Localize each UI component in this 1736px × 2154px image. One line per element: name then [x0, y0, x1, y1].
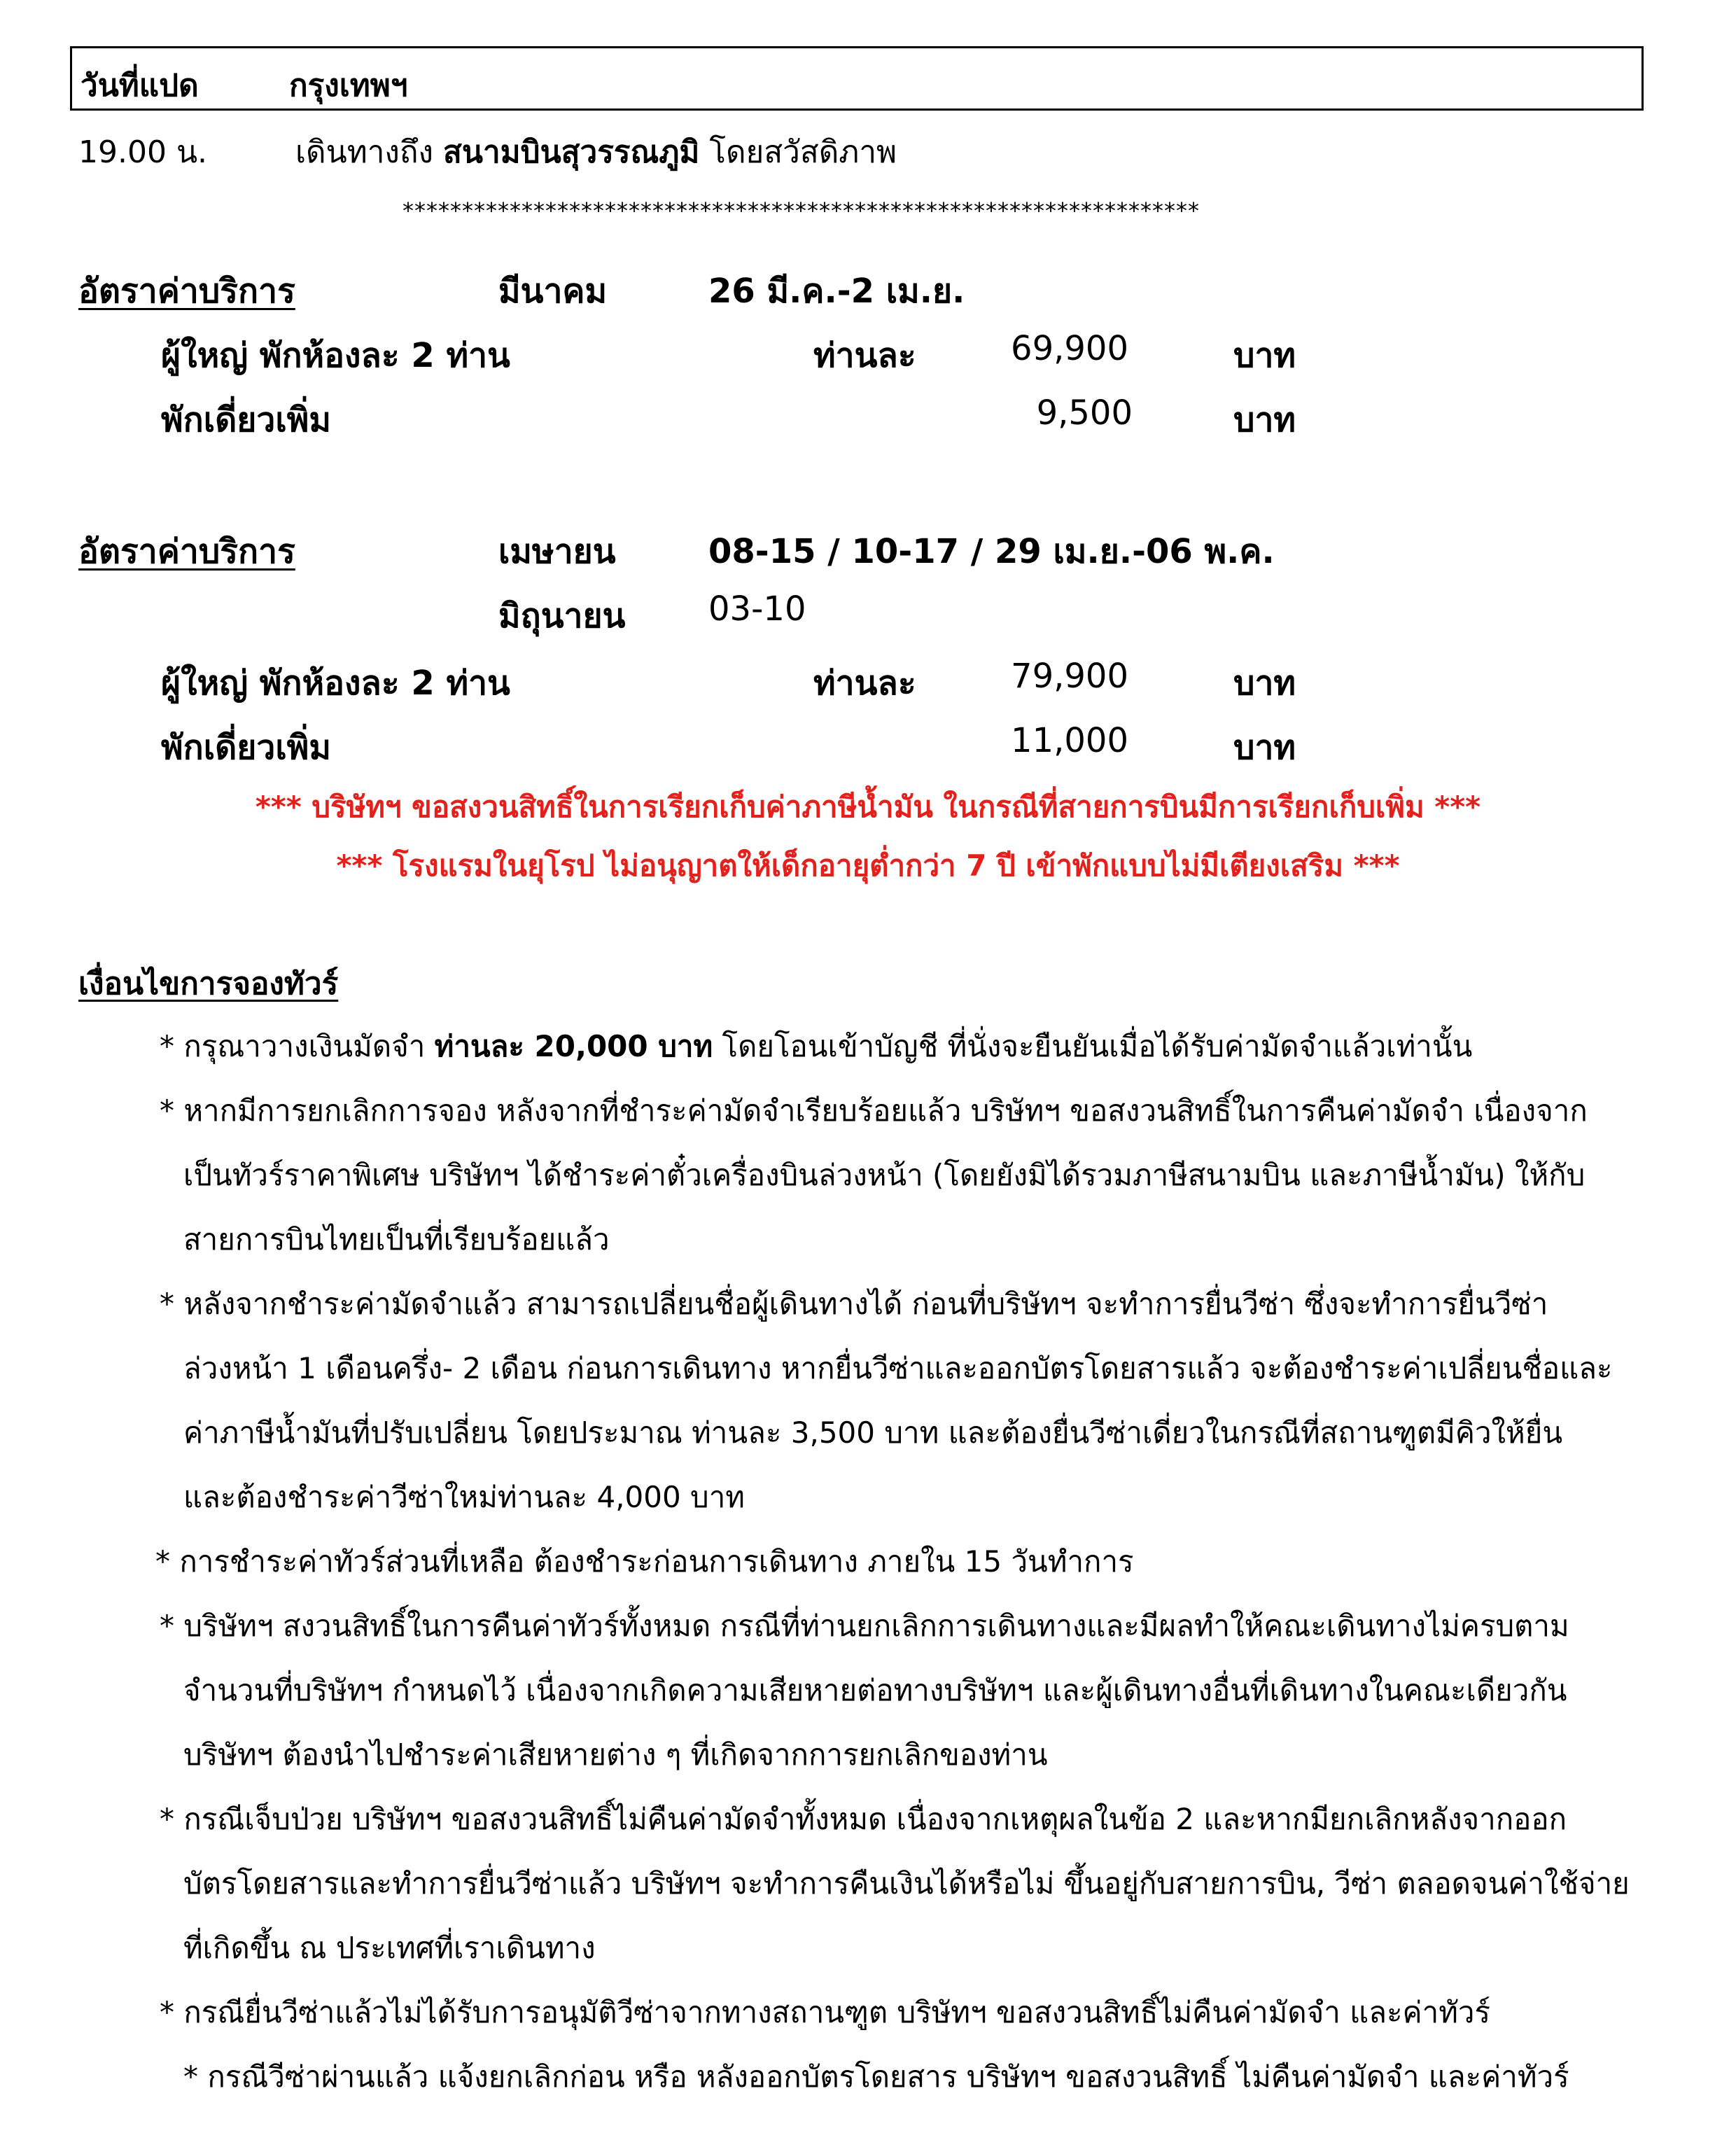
condition-name-change-line-2: ล่วงหน้า 1 เดือนครึ่ง- 2 เดือน ก่อนการเดินทาง หากยื่นวีซ่าและออกบัตรโดยสารแล้ว จะต้องชำระค่าเปลี่ยนชื่อและ	[183, 1351, 1613, 1385]
rate1-per-person: ท่านละ	[813, 336, 916, 375]
arrival-airport: สนามบินสุวรรณภูมิ	[443, 134, 700, 170]
condition-name-change-line-1: * หลังจากชำระค่ามัดจำแล้ว สามารถเปลี่ยนชื่อผู้เดินทางได้ ก่อนที่บริษัทฯ จะทำการยื่นวีซ่า ซึ่งจะทำการยื่นวีซ่า	[160, 1287, 1548, 1321]
arrival-text-before: เดินทางถึง	[295, 134, 434, 170]
rate2-month-1: เมษายน	[498, 532, 616, 571]
rate2-heading: อัตราค่าบริการ	[78, 532, 295, 571]
rate1-adult-price: 69,900	[1011, 329, 1128, 368]
condition-cancel-line-3: สายการบินไทยเป็นที่เรียบร้อยแล้ว	[183, 1222, 610, 1257]
rate1-single-label: พักเดี่ยวเพิ่ม	[161, 400, 332, 440]
rate2-single-price: 11,000	[1011, 721, 1128, 760]
condition-deposit-amount: ท่านละ 20,000 บาท	[434, 1029, 713, 1063]
condition-deposit-pre: * กรุณาวางเงินมัดจำ	[160, 1029, 426, 1063]
arrival-line	[295, 127, 897, 176]
condition-deposit	[160, 1023, 1472, 1070]
rate2-dates-2: 03-10	[708, 589, 806, 629]
condition-balance-payment: * การชำระค่าทัวร์ส่วนที่เหลือ ต้องชำระก่อนการเดินทาง ภายใน 15 วันทำการ	[155, 1544, 1134, 1579]
condition-illness-line-2: บัตรโดยสารและทำการยื่นวีซ่าแล้ว บริษัทฯ จะทำการคืนเงินได้หรือไม่ ขึ้นอยู่กับสายการบิน, วีซ่า ตลอดจนค่าใช้จ่าย	[183, 1866, 1630, 1901]
condition-cancel-line-1: * หากมีการยกเลิกการจอง หลังจากที่ชำระค่ามัดจำเรียบร้อยแล้ว บริษัทฯ ขอสงวนสิทธิ์ในการคืนค่ามัดจำ เนื่องจาก	[160, 1093, 1588, 1128]
day-place: กรุงเทพฯ	[289, 68, 408, 104]
condition-name-change-line-4: และต้องชำระค่าวีซ่าใหม่ท่านละ 4,000 บาท	[183, 1480, 745, 1514]
rate1-single-price: 9,500	[1036, 393, 1133, 433]
condition-illness-line-1: * กรณีเจ็บป่วย บริษัทฯ ขอสงวนสิทธิ์ไม่คืนค่ามัดจำทั้งหมด เนื่องจากเหตุผลในข้อ 2 และหากมียกเลิกหลังจากออก	[160, 1802, 1567, 1836]
rate2-currency-1: บาท	[1233, 664, 1296, 703]
rate2-adult-price: 79,900	[1011, 657, 1128, 696]
condition-name-change-line-3: ค่าภาษีน้ำมันที่ปรับเปลี่ยน โดยประมาณ ท่านละ 3,500 บาท และต้องยื่นวีซ่าเดี่ยวในกรณีที่สถานฑูตมีคิวให้ยื่น	[183, 1415, 1563, 1450]
notice-fuel-surcharge: *** บริษัทฯ ขอสงวนสิทธิ์ในการเรียกเก็บค่าภาษีน้ำมัน ในกรณีที่สายการบินมีการเรียกเก็บเพิ่ม ***	[255, 790, 1481, 824]
rate2-single-label: พักเดี่ยวเพิ่ม	[161, 728, 332, 767]
rate1-adult-label: ผู้ใหญ่ พักห้องละ 2 ท่าน	[161, 336, 510, 375]
rate2-month-2: มิถุนายน	[498, 596, 626, 636]
separator-stars: *******************************************************************	[402, 197, 1200, 224]
rate1-month: มีนาคม	[498, 272, 608, 311]
rate2-dates-1: 08-15 / 10-17 / 29 เม.ย.-06 พ.ค.	[708, 532, 1275, 571]
rate1-heading: อัตราค่าบริการ	[78, 272, 295, 311]
rate1-dates: 26 มี.ค.-2 เม.ย.	[708, 272, 965, 311]
rate2-per-person: ท่านละ	[813, 664, 916, 703]
condition-cancel-line-2: เป็นทัวร์ราคาพิเศษ บริษัทฯ ได้ชำระค่าตั๋วเครื่องบินล่วงหน้า (โดยยังมิได้รวมภาษีสนามบิน และภาษีน้ำมัน) ให้กับ	[183, 1158, 1586, 1192]
conditions-heading: เงื่อนไขการจองทัวร์	[78, 966, 339, 1002]
arrival-time: 19.00 น.	[78, 134, 208, 170]
condition-refund-line-3: บริษัทฯ ต้องนำไปชำระค่าเสียหายต่าง ๆ ที่เกิดจากการยกเลิกของท่าน	[183, 1737, 1048, 1772]
rate2-currency-2: บาท	[1233, 728, 1296, 767]
condition-visa-approved-cancel: * กรณีวีซ่าผ่านแล้ว แจ้งยกเลิกก่อน หรือ หลังออกบัตรโดยสาร บริษัทฯ ขอสงวนสิทธิ์ ไม่คืนค่ามัดจำ และค่าทัวร์	[183, 2059, 1569, 2094]
condition-visa-denied: * กรณียื่นวีซ่าแล้วไม่ได้รับการอนุมัติวีซ่าจากทางสถานฑูต บริษัทฯ ขอสงวนสิทธิ์ไม่คืนค่ามัดจำ และค่าทัวร์	[160, 1995, 1491, 2029]
rate2-adult-label: ผู้ใหญ่ พักห้องละ 2 ท่าน	[161, 664, 510, 703]
condition-refund-line-1: * บริษัทฯ สงวนสิทธิ์ในการคืนค่าทัวร์ทั้งหมด กรณีที่ท่านยกเลิกการเดินทางและมีผลทำให้คณะเดินทางไม่ครบตาม	[160, 1609, 1569, 1643]
day-label: วันที่แปด	[80, 68, 199, 104]
notice-children-policy: *** โรงแรมในยุโรป ไม่อนุญาตให้เด็กอายุต่ำกว่า 7 ปี เข้าพักแบบไม่มีเตียงเสริม ***	[336, 848, 1400, 883]
condition-illness-line-3: ที่เกิดขึ้น ณ ประเทศที่เราเดินทาง	[183, 1931, 596, 1965]
rate1-currency-2: บาท	[1233, 400, 1296, 440]
arrival-text-after: โดยสวัสดิภาพ	[709, 134, 897, 170]
condition-refund-line-2: จำนวนที่บริษัทฯ กำหนดไว้ เนื่องจากเกิดความเสียหายต่อทางบริษัทฯ และผู้เดินทางอื่นที่เดินทางในคณะเดียวกัน	[183, 1673, 1567, 1707]
day-header-box	[70, 46, 1644, 111]
rate1-currency-1: บาท	[1233, 336, 1296, 375]
condition-deposit-post: โดยโอนเข้าบัญชี ที่นั่งจะยืนยันเมื่อได้รับค่ามัดจำแล้วเท่านั้น	[722, 1029, 1473, 1063]
